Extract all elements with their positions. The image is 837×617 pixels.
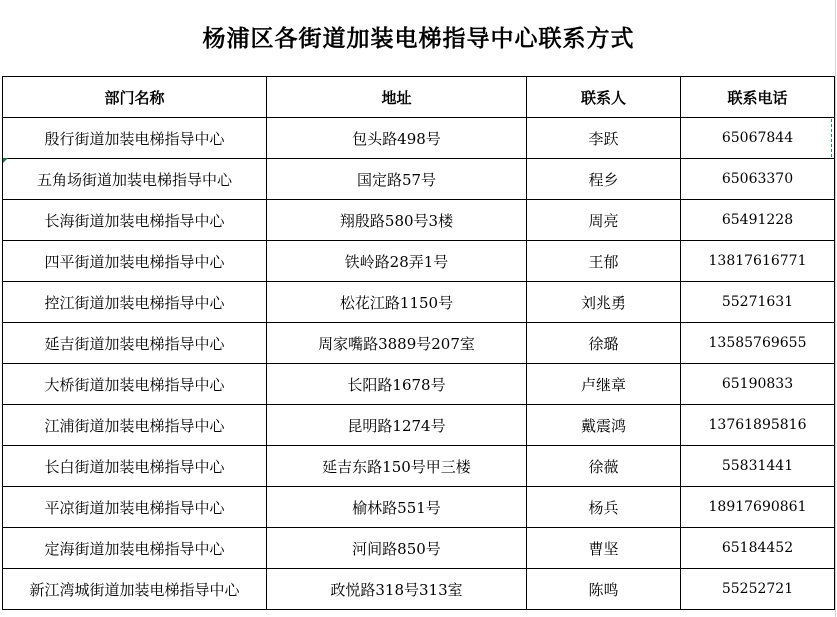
cell-department[interactable]: 延吉街道加装电梯指导中心	[3, 323, 267, 364]
header-row	[3, 77, 835, 118]
cell-phone[interactable]: 55252721	[681, 569, 835, 610]
cell-department[interactable]: 殷行街道加装电梯指导中心	[3, 118, 267, 159]
cell-department[interactable]: 平凉街道加装电梯指导中心	[3, 487, 267, 528]
copy-selection-border	[831, 119, 832, 157]
cell-department[interactable]: 长白街道加装电梯指导中心	[3, 446, 267, 487]
cell-contact[interactable]: 杨兵	[527, 487, 681, 528]
cell-phone[interactable]: 18917690861	[681, 487, 835, 528]
header-contact[interactable]: 联系人	[527, 77, 681, 118]
table-row	[3, 118, 835, 159]
cell-department[interactable]: 四平街道加装电梯指导中心	[3, 241, 267, 282]
cell-department[interactable]: 长海街道加装电梯指导中心	[3, 200, 267, 241]
cell-contact[interactable]: 刘兆勇	[527, 282, 681, 323]
cell-address[interactable]: 昆明路1274号	[267, 405, 527, 446]
header-address[interactable]: 地址	[267, 77, 527, 118]
sheet-gridline	[835, 0, 836, 617]
table-row	[3, 200, 835, 241]
table-row	[3, 159, 835, 200]
cell-contact[interactable]: 徐璐	[527, 323, 681, 364]
cell-comment-indicator	[3, 158, 8, 163]
cell-phone[interactable]: 65491228	[681, 200, 835, 241]
cell-contact[interactable]: 程乡	[527, 159, 681, 200]
sheet-title[interactable]: 杨浦区各街道加装电梯指导中心联系方式	[202, 26, 635, 52]
cell-phone[interactable]: 65184452	[681, 528, 835, 569]
cell-contact[interactable]: 王郁	[527, 241, 681, 282]
cell-department[interactable]: 新江湾城街道加装电梯指导中心	[3, 569, 267, 610]
cell-address[interactable]: 政悦路318号313室	[267, 569, 527, 610]
cell-phone[interactable]: 65063370	[681, 159, 835, 200]
cell-address[interactable]: 松花江路1150号	[267, 282, 527, 323]
cell-address[interactable]: 国定路57号	[267, 159, 527, 200]
table-body	[3, 118, 835, 610]
cell-phone[interactable]: 13817616771	[681, 241, 835, 282]
cell-phone[interactable]: 13761895816	[681, 405, 835, 446]
cell-address[interactable]: 延吉东路150号甲三楼	[267, 446, 527, 487]
cell-address[interactable]: 河间路850号	[267, 528, 527, 569]
cell-contact[interactable]: 周亮	[527, 200, 681, 241]
contacts-table	[2, 76, 835, 610]
cell-department[interactable]: 大桥街道加装电梯指导中心	[3, 364, 267, 405]
cell-phone[interactable]: 13585769655	[681, 323, 835, 364]
cell-contact[interactable]: 李跃	[527, 118, 681, 159]
cell-address[interactable]: 长阳路1678号	[267, 364, 527, 405]
table-row	[3, 528, 835, 569]
cell-contact[interactable]: 曹坚	[527, 528, 681, 569]
cell-department[interactable]: 五角场街道加装电梯指导中心	[3, 159, 267, 200]
table-row	[3, 446, 835, 487]
table-row	[3, 323, 835, 364]
cell-phone[interactable]: 65190833	[681, 364, 835, 405]
cell-department[interactable]: 控江街道加装电梯指导中心	[3, 282, 267, 323]
cell-phone[interactable]: 55271631	[681, 282, 835, 323]
cell-address[interactable]: 包头路498号	[267, 118, 527, 159]
cell-contact[interactable]: 戴震鸿	[527, 405, 681, 446]
table-row	[3, 405, 835, 446]
cell-contact[interactable]: 卢继章	[527, 364, 681, 405]
cell-phone[interactable]: 65067844	[681, 118, 835, 159]
cell-contact[interactable]: 陈鸣	[527, 569, 681, 610]
header-department[interactable]: 部门名称	[3, 77, 267, 118]
cell-address[interactable]: 榆林路551号	[267, 487, 527, 528]
table-row	[3, 282, 835, 323]
cell-contact[interactable]: 徐薇	[527, 446, 681, 487]
table-row	[3, 241, 835, 282]
cell-address[interactable]: 翔殷路580号3楼	[267, 200, 527, 241]
table-row	[3, 364, 835, 405]
cell-department[interactable]: 江浦街道加装电梯指导中心	[3, 405, 267, 446]
cell-department[interactable]: 定海街道加装电梯指导中心	[3, 528, 267, 569]
cell-address[interactable]: 铁岭路28弄1号	[267, 241, 527, 282]
cell-address[interactable]: 周家嘴路3889号207室	[267, 323, 527, 364]
table-row	[3, 569, 835, 610]
header-phone[interactable]: 联系电话	[681, 77, 835, 118]
cell-phone[interactable]: 55831441	[681, 446, 835, 487]
table-row	[3, 487, 835, 528]
